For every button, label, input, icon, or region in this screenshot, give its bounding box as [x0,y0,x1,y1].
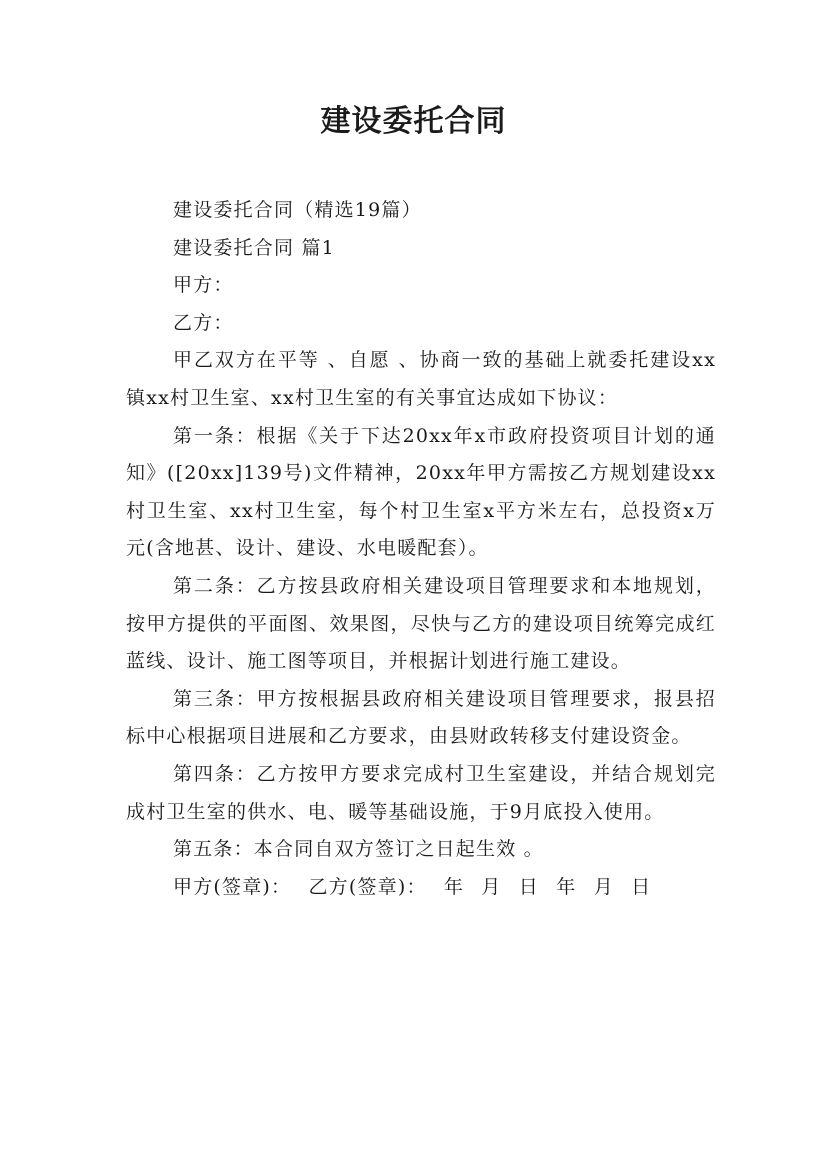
signature-line: 甲方(签章)： 乙方(签章)： 年 月 日 年 月 日 [173,875,652,898]
paragraph-section-heading: 建设委托合同 篇1 [173,236,335,259]
paragraph-article-4: 第四条：乙方按甲方要求完成村卫生室建设，并结合规划完成村卫生室的供水、电、暖等基础设施，于9月底投入使用。 [126,762,716,823]
paragraph-preamble: 甲乙双方在平等 、自愿 、协商一致的基础上就委托建设xx镇xx村卫生室、xx村卫生室的有关事宜达成如下协议： [126,349,716,409]
paragraph-party-a: 甲方： [173,274,234,297]
document-title: 建设委托合同 [320,104,507,139]
document-body [126,192,716,906]
paragraph-article-5: 第五条：本合同自双方签订之日起生效 。 [173,838,544,861]
paragraph-subtitle: 建设委托合同（精选19篇） [173,199,422,221]
paragraph-article-3: 第三条：甲方按根据县政府相关建设项目管理要求，报县招标中心根据项目进展和乙方要求，由县财政转移支付建设资金。 [126,687,716,748]
paragraph-article-2: 第二条：乙方按县政府相关建设项目管理要求和本地规划，按甲方提供的平面图、效果图，尽快与乙方的建设项目统筹完成红蓝线、设计、施工图等项目，并根据计划进行施工建设。 [126,574,716,673]
paragraph-party-b: 乙方： [173,311,234,334]
paragraph-article-1: 第一条：根据《关于下达20xx年x市政府投资项目计划的通知》([20xx]139号)文件精神，20xx年甲方需按乙方规划建设xx村卫生室、xx村卫生室，每个村卫生室x平方米左右，总投资x万元(含地甚、设计、建设、水电暖配套）。 [126,424,716,560]
